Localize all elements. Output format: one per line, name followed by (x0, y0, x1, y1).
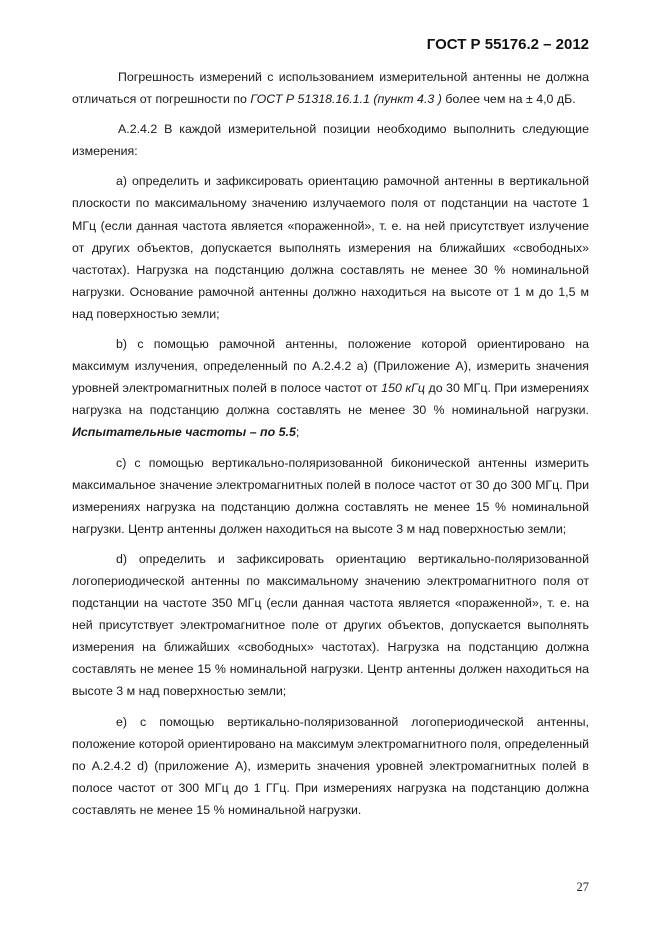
list-item-d: d) определить и зафиксировать ориентацию вертикально-поляризованной логопериодической антенны по максимальному значению электромагнитного поля от подстанции на частоте 350 МГц (если данная частота является «пораженной», т. е. на ней присутствует электромагнитное поле от других объектов, допускается выполнять измерения на ближайших «свободных» частотах). Нагрузка на подстанцию должна составлять не менее 15 % номинальной нагрузки. Центр антенны должен находиться на высоте 3 м над поверхностью земли; (72, 551, 589, 699)
page-number: 27 (576, 880, 589, 894)
test-frequencies-note: Испытательные частоты – по 5.5 (72, 425, 296, 440)
paragraph-accuracy-text-2: более чем на ± 4,0 дБ. (441, 92, 576, 107)
document-header: ГОСТ Р 55176.2 – 2012 (426, 36, 589, 53)
paragraph-accuracy-text-1: Погрешность измерений с использованием измерительной антенны не должна отличаться от погрешности по (72, 70, 589, 107)
paragraph-accuracy (72, 66, 589, 110)
paragraph-a242: А.2.4.2 В каждой измерительной позиции необходимо выполнить следующие измерения: (72, 122, 589, 159)
standard-reference: ГОСТ Р 51318.16.1.1 (пункт 4.3 ) (250, 92, 442, 107)
list-item-b-text-3: ; (295, 425, 300, 440)
list-item-b (72, 333, 589, 443)
list-item-b-text-2: до 30 МГц. При измерениях нагрузка на подстанцию должна составлять не менее 30 % номинальной нагрузки. (72, 381, 590, 418)
list-item-e: е) с помощью вертикально-поляризованной логопериодической антенны, положение которой ориентировано на максимум электромагнитного поля, определенный по А.2.4.2 d) (приложение А), измерить значения уровней электромагнитных полей в полосе частот от 300 МГц до 1 ГГц. При измерениях нагрузка на подстанцию должна составлять не менее 15 % номинальной нагрузки. (72, 714, 589, 817)
list-item-b-text-1: b) с помощью рамочной антенны, положение которой ориентировано на максимум излучения, определенный по А.2.4.2 а) (Приложение А), измерить значения уровней электромагнитных полей в полосе частот от (72, 337, 589, 396)
list-item-c: с) с помощью вертикально-поляризованной биконической антенны измерить максимальное значение электромагнитных полей в полосе частот от 30 до 300 МГц. При измерениях нагрузка на подстанцию должна составлять не менее 15 % номинальной нагрузки. Центр антенны должен находиться на высоте 3 м над поверхностью земли; (72, 455, 589, 536)
frequency-value: 150 кГц (381, 381, 425, 396)
document-body (72, 66, 589, 829)
list-item-a: а) определить и зафиксировать ориентацию рамочной антенны в вертикальной плоскости по максимальному значению излучаемого поля от подстанции на частоте 1 МГц (если данная частота является «пораженной», т. е. на ней присутствует излучение от других объектов, допускается выполнять измерения на ближайших «свободных» частотах). Нагрузка на подстанцию должна составлять не менее 30 % номинальной нагрузки. Основание рамочной антенны должно находиться на высоте от 1 м до 1,5 м над поверхностью земли; (72, 174, 589, 321)
